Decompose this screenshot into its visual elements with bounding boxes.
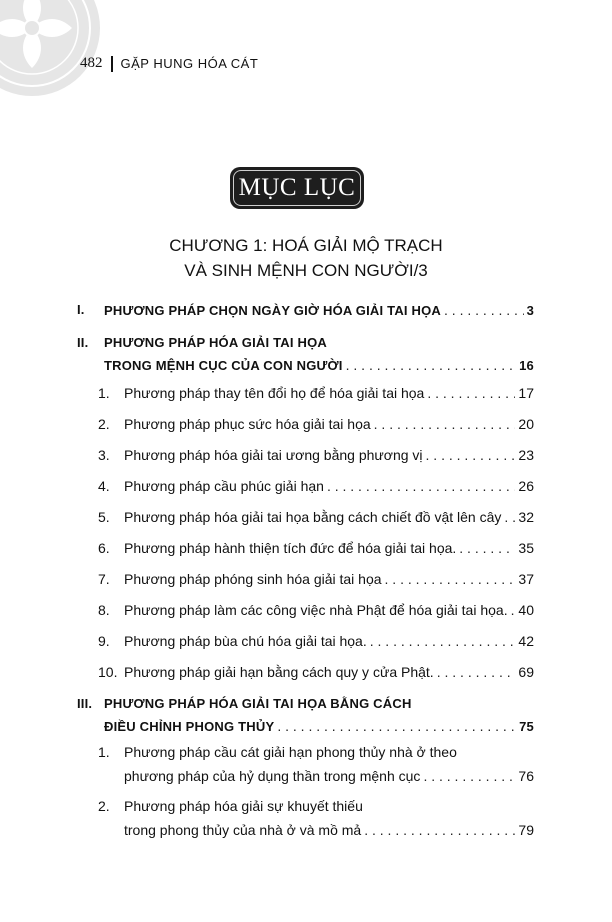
toc-item[interactable] bbox=[98, 509, 534, 525]
page-number: 482 bbox=[80, 55, 103, 71]
item-number: 7. bbox=[98, 571, 110, 587]
item-page: 37 bbox=[518, 571, 534, 587]
item-number: 4. bbox=[98, 478, 110, 494]
section-title-line1: PHƯƠNG PHÁP HÓA GIẢI TAI HỌA bbox=[104, 335, 327, 350]
dot-leader bbox=[346, 357, 517, 373]
dot-leader bbox=[374, 416, 516, 432]
item-page: 76 bbox=[518, 768, 534, 784]
item-title: Phương pháp phục sức hóa giải tai họa bbox=[124, 416, 371, 432]
section-number: III. bbox=[77, 696, 93, 711]
item-title-line1: Phương pháp cầu cát giải hạn phong thủy nhà ở theo bbox=[124, 744, 457, 760]
item-title: Phương pháp thay tên đổi họ để hóa giải tai họa bbox=[124, 385, 425, 401]
item-number: 8. bbox=[98, 602, 110, 618]
item-number: 3. bbox=[98, 447, 110, 463]
book-title: GẶP HUNG HÓA CÁT bbox=[120, 56, 259, 71]
section-title: ĐIỀU CHỈNH PHONG THỦY bbox=[104, 719, 275, 734]
running-header bbox=[80, 55, 258, 72]
section-page: 3 bbox=[526, 303, 534, 318]
toc-item[interactable] bbox=[98, 571, 534, 587]
item-title: Phương pháp cầu phúc giải hạn bbox=[124, 478, 324, 494]
item-number: 6. bbox=[98, 540, 110, 556]
chapter-heading-line1: CHƯƠNG 1: HOÁ GIẢI MỘ TRẠCH bbox=[169, 236, 443, 255]
dot-leader bbox=[423, 768, 515, 784]
item-page: 69 bbox=[518, 664, 534, 680]
toc-item[interactable] bbox=[98, 633, 534, 649]
item-page: 40 bbox=[518, 602, 534, 618]
item-page: 32 bbox=[518, 509, 534, 525]
toc-item[interactable] bbox=[98, 478, 534, 494]
decorative-medallion bbox=[0, 0, 102, 98]
section-number: II. bbox=[77, 335, 89, 350]
toc-item[interactable] bbox=[98, 540, 534, 556]
dot-leader bbox=[370, 633, 516, 649]
item-title-line1: Phương pháp hóa giải sự khuyết thiếu bbox=[124, 798, 363, 814]
toc-item[interactable] bbox=[98, 416, 534, 432]
item-title: trong phong thủy của nhà ở và mồ mả bbox=[124, 822, 362, 838]
item-number: 2. bbox=[98, 798, 110, 814]
item-page: 42 bbox=[518, 633, 534, 649]
toc-item[interactable] bbox=[98, 664, 534, 680]
dot-leader bbox=[427, 385, 515, 401]
item-number: 5. bbox=[98, 509, 110, 525]
dot-leader bbox=[459, 540, 515, 556]
section-page: 75 bbox=[519, 719, 534, 734]
item-title: Phương pháp hành thiện tích đức để hóa giải tai họa. bbox=[124, 540, 457, 556]
item-title: Phương pháp hóa giải tai họa bằng cách chiết đồ vật lên cây bbox=[124, 509, 502, 525]
item-title: Phương pháp giải hạn bằng cách quy y cửa Phật. bbox=[124, 664, 434, 680]
toc-item[interactable] bbox=[98, 602, 534, 618]
dot-leader bbox=[437, 664, 516, 680]
item-number: 1. bbox=[98, 744, 110, 760]
dot-leader bbox=[444, 302, 524, 318]
item-number: 10. bbox=[98, 664, 118, 680]
toc-item[interactable] bbox=[124, 822, 534, 838]
dot-leader bbox=[327, 478, 515, 494]
item-title: phương pháp của hỷ dụng thần trong mệnh cục bbox=[124, 768, 421, 784]
toc-section-II[interactable] bbox=[104, 357, 534, 373]
toc-item[interactable] bbox=[98, 385, 534, 401]
dot-leader bbox=[364, 822, 515, 838]
toc-section-I[interactable] bbox=[77, 302, 534, 318]
dot-leader bbox=[504, 509, 515, 525]
item-number: 2. bbox=[98, 416, 110, 432]
toc-item[interactable] bbox=[124, 768, 534, 784]
item-page: 20 bbox=[518, 416, 534, 432]
section-title: PHƯƠNG PHÁP CHỌN NGÀY GIỜ HÓA GIẢI TAI HỌA bbox=[104, 303, 442, 318]
dot-leader bbox=[511, 602, 516, 618]
header-divider bbox=[111, 56, 113, 72]
section-page: 16 bbox=[519, 358, 534, 373]
section-number: I. bbox=[77, 302, 85, 317]
toc-section-III[interactable] bbox=[104, 718, 534, 734]
dot-leader bbox=[385, 571, 516, 587]
section-title: TRONG MỆNH CỤC CỦA CON NGƯỜI bbox=[104, 358, 343, 373]
toc-item[interactable] bbox=[98, 447, 534, 463]
dot-leader bbox=[277, 718, 516, 734]
item-number: 1. bbox=[98, 385, 110, 401]
item-page: 35 bbox=[518, 540, 534, 556]
item-page: 23 bbox=[518, 447, 534, 463]
dot-leader bbox=[426, 447, 516, 463]
toc-title-box bbox=[230, 167, 364, 209]
item-page: 17 bbox=[518, 385, 534, 401]
item-title: Phương pháp bùa chú hóa giải tai họa. bbox=[124, 633, 367, 649]
chapter-heading bbox=[0, 233, 612, 283]
item-number: 9. bbox=[98, 633, 110, 649]
toc-title: MỤC LỤC bbox=[238, 174, 356, 201]
item-title: Phương pháp phóng sinh hóa giải tai họa bbox=[124, 571, 382, 587]
chapter-heading-line2: VÀ SINH MỆNH CON NGƯỜI/3 bbox=[184, 261, 428, 280]
section-title-line1: PHƯƠNG PHÁP HÓA GIẢI TAI HỌA BẰNG CÁCH bbox=[104, 696, 412, 711]
item-page: 26 bbox=[518, 478, 534, 494]
item-page: 79 bbox=[518, 822, 534, 838]
item-title: Phương pháp làm các công việc nhà Phật để hóa giải tai họa. bbox=[124, 602, 508, 618]
item-title: Phương pháp hóa giải tai ương bằng phương vị bbox=[124, 447, 423, 463]
